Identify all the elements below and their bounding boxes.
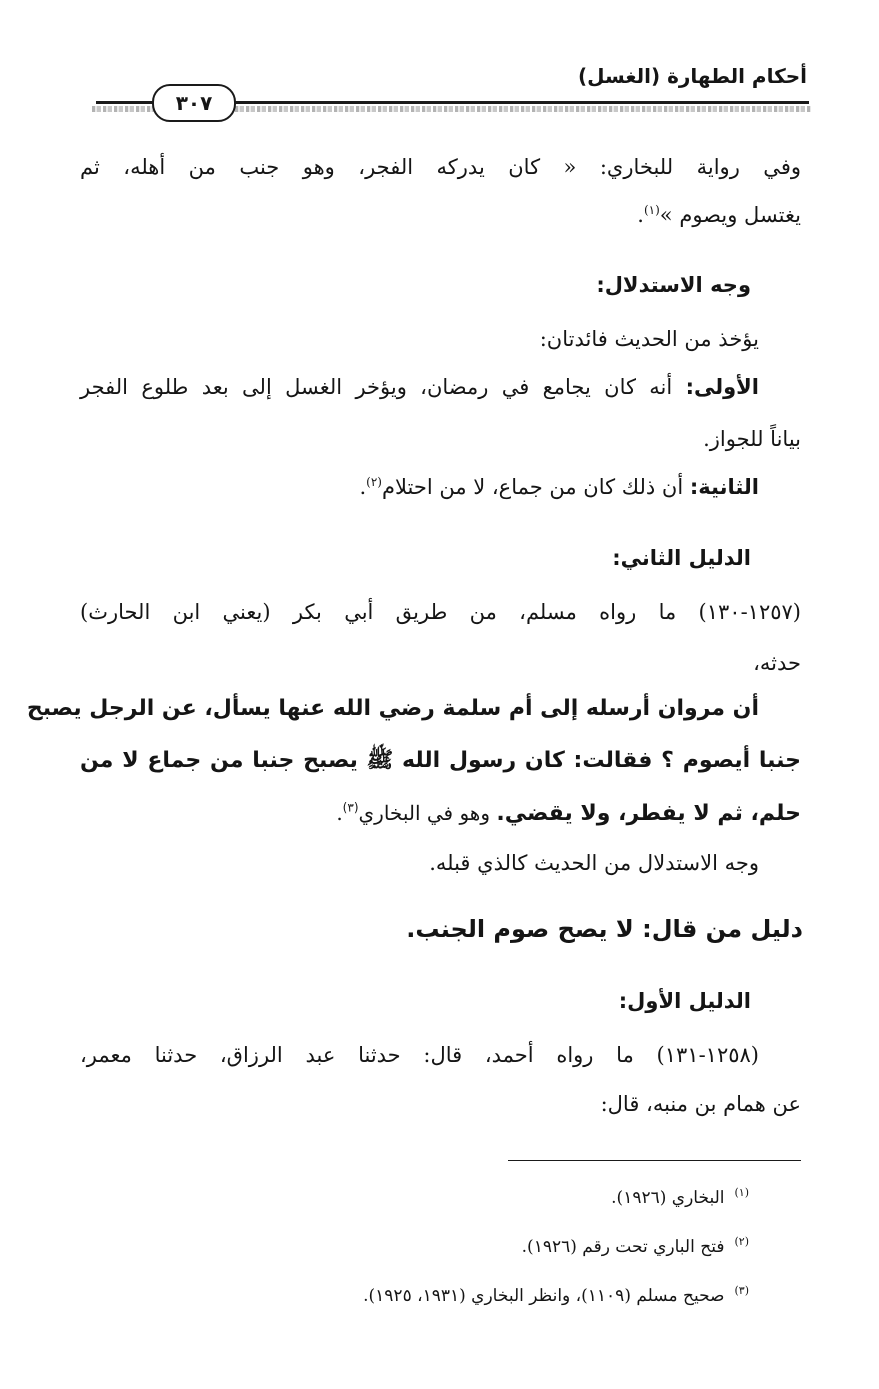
- footnote-mark: (٢): [734, 1235, 749, 1249]
- footnote-text: فتح الباري تحت رقم (١٩٢٦).: [521, 1237, 725, 1257]
- hadith-line: أن مروان أرسله إلى أم سلمة رضي الله عنها يسأل، عن الرجل يصبح: [26, 696, 759, 721]
- paragraph-line: وفي رواية للبخاري: « كان يدركه الفجر، وهو جنب من أهله، ثم: [80, 155, 801, 179]
- point-label: الثانية:: [689, 475, 759, 499]
- paragraph-line: (١٢٥٨-١٣١) ما رواه أحمد، قال: حدثنا عبد الرزاق، حدثنا معمر،: [80, 1043, 759, 1067]
- major-heading: دليل من قال: لا يصح صوم الجنب.: [406, 915, 803, 943]
- footnote: [611, 1186, 749, 1210]
- footnote-text: البخاري (١٩٢٦).: [611, 1188, 725, 1208]
- paragraph-line: حدثه،: [753, 651, 801, 675]
- footnote: [363, 1284, 749, 1308]
- punctuation: .: [336, 801, 343, 825]
- paragraph-line: يؤخذ من الحديث فائدتان:: [539, 327, 759, 351]
- paragraph-text: وهو في البخاري: [358, 801, 497, 825]
- paragraph-line: بياناً للجواز.: [703, 427, 801, 451]
- punctuation: .: [637, 203, 644, 227]
- page-number: ٣٠٧: [152, 84, 236, 122]
- paragraph-line: (١٢٥٧-١٣٠) ما رواه مسلم، من طريق أبي بكر (يعني ابن الحارث): [80, 600, 801, 624]
- footnote-text: صحيح مسلم (١١٠٩)، وانظر البخاري (١٩٣١، ١٩٢٥).: [363, 1286, 725, 1306]
- hadith-line: جنبا أيصوم ؟ فقالت: كان رسول الله ﷺ يصبح جنبا من جماع لا من: [80, 748, 801, 773]
- footnote-reference: (١): [643, 203, 660, 217]
- footnote-reference: (٣): [342, 800, 359, 815]
- section-heading: الدليل الثاني:: [612, 546, 751, 570]
- footnote-mark: (١): [734, 1186, 749, 1200]
- footnote-mark: (٣): [734, 1284, 749, 1298]
- section-heading: وجه الاستدلال:: [596, 273, 751, 297]
- punctuation: .: [359, 475, 367, 499]
- paragraph-text: أن ذلك كان من جماع، لا من احتلام: [381, 475, 690, 499]
- section-heading: الدليل الأول:: [618, 989, 751, 1013]
- hadith-line: [336, 798, 801, 829]
- point-label: الأولى:: [685, 375, 759, 399]
- paragraph-text: يغتسل ويصوم »: [659, 203, 801, 227]
- footnote: [522, 1235, 749, 1259]
- hadith-text: حلم، ثم لا يفطر، ولا يقضي.: [496, 801, 801, 826]
- footnote-reference: (٢): [366, 475, 382, 489]
- paragraph-line: [80, 372, 759, 402]
- paragraph-line: وجه الاستدلال من الحديث كالذي قبله.: [429, 851, 759, 875]
- paragraph-line: عن همام بن منبه، قال:: [600, 1092, 801, 1116]
- running-title: أحكام الطهارة (الغسل): [577, 64, 807, 88]
- paragraph-text: أنه كان يجامع في رمضان، ويؤخر الغسل إلى بعد طلوع الفجر: [80, 375, 686, 399]
- footnote-separator: [508, 1160, 801, 1161]
- paragraph-line: [637, 200, 801, 230]
- paragraph-line: [359, 472, 759, 502]
